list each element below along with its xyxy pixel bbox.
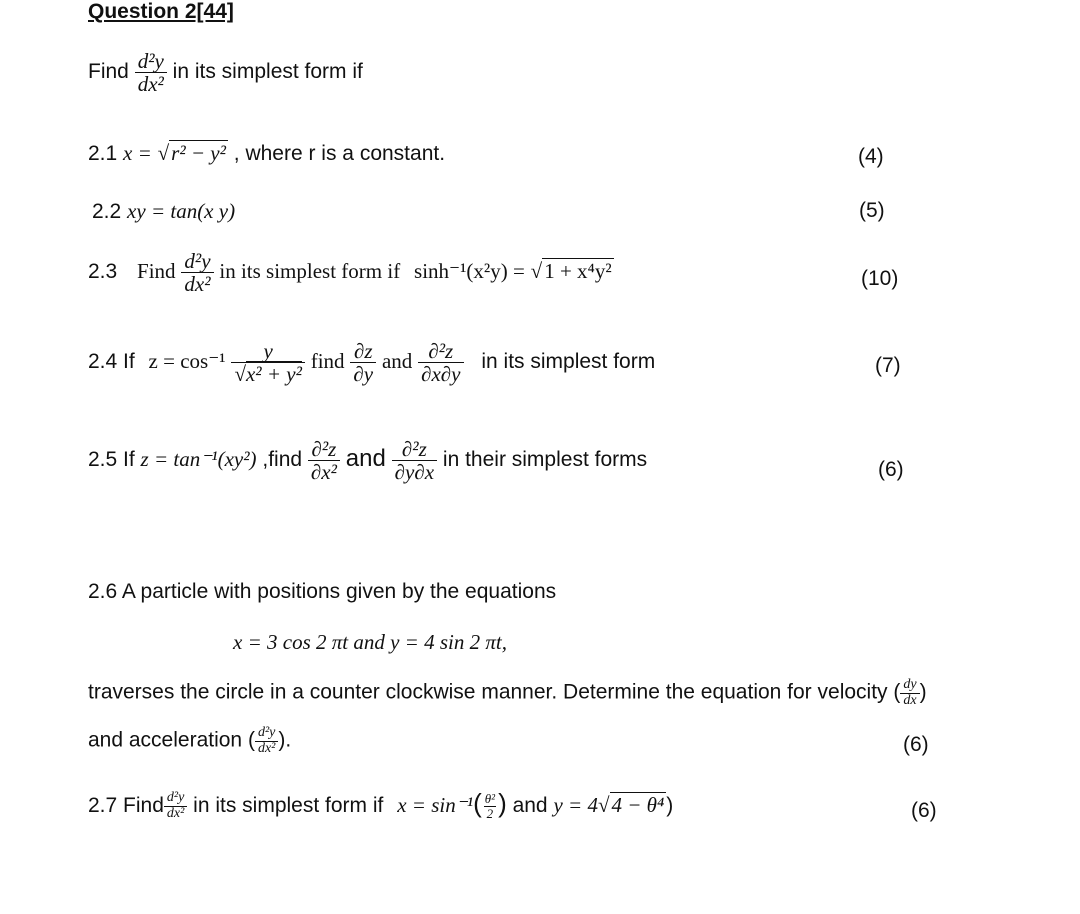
q4-lhs: z = cos⁻¹ (148, 349, 226, 374)
q6-vel-den: dx (900, 693, 919, 709)
q5-find: ,find (262, 448, 303, 472)
question-heading: Question 2[44] (88, 0, 234, 23)
intro-suffix: in its simplest form if (172, 60, 363, 84)
q1-lhs: x = (123, 141, 152, 165)
q4-find: find (310, 349, 345, 374)
q4-d2-num: ∂²z (428, 339, 454, 363)
q7-theta-frac (482, 792, 498, 820)
question-2-1 (88, 140, 445, 166)
q4-d1-num: ∂z (353, 339, 373, 363)
question-2-5 (88, 438, 647, 483)
q4-marks: (7) (875, 354, 901, 377)
q3-label: 2.3 (88, 260, 118, 284)
q1-sqrt: √ r² − y² (157, 141, 226, 165)
intro-line (88, 50, 363, 95)
q7-close: ) (666, 794, 674, 817)
q5-d2-num: ∂²z (401, 437, 427, 461)
q1-suffix: , where r is a constant. (233, 142, 446, 165)
q5-partial-1 (308, 438, 340, 483)
q4-frac-num: y (263, 339, 273, 363)
q6-line2-text: and acceleration ( (88, 728, 255, 752)
q7-marks: (6) (911, 799, 937, 822)
q3-frac-num: d²y (184, 249, 211, 273)
q3-marks: (10) (861, 267, 899, 290)
q4-den-radicand: x² + y² (245, 362, 302, 387)
q4-and: and (381, 349, 413, 374)
q6-velocity-frac (900, 678, 919, 708)
q5-suffix: in their simplest forms (442, 448, 648, 472)
q3-sqrt: √ 1 + x⁴y² (530, 259, 612, 284)
q6-line1 (88, 678, 927, 708)
intro-find: Find (88, 60, 129, 84)
q6-acc-num: d²y (257, 725, 276, 740)
q4-suffix: in its simplest form (481, 350, 656, 374)
intro-frac-num: d²y (137, 49, 164, 73)
q7-frac-num: d²y (166, 790, 185, 806)
q6-acc-den: dx² (255, 741, 278, 757)
q7-theta-num: θ² (484, 791, 496, 807)
question-2-4 (88, 340, 655, 385)
intro-frac-den: dx² (135, 72, 167, 95)
q2-label: 2.2 (92, 200, 122, 223)
q5-label: 2.5 If (88, 448, 135, 472)
q2-marks: (5) (859, 199, 885, 222)
q6-marks: (6) (903, 733, 929, 756)
q7-x-eq: x = sin⁻¹ (397, 793, 474, 817)
q1-radicand: r² − y² (171, 141, 226, 165)
q7-label: 2.7 Find (88, 794, 164, 817)
q1-label: 2.1 (88, 142, 118, 165)
q2-equation: xy = tan(x y) (127, 199, 236, 223)
question-2-7 (88, 788, 673, 822)
q7-y-eq: y = 4 (553, 793, 598, 817)
q3-lhs: sinh⁻¹(x²y) = (414, 259, 525, 284)
q3-mid: in its simplest form if (219, 259, 401, 284)
q1-marks: (4) (858, 145, 884, 168)
intro-fraction (135, 50, 167, 95)
q6-accel-frac (255, 726, 278, 756)
q7-frac-den: dx² (164, 806, 187, 822)
q7-sqrt: √ 4 − θ⁴ (597, 793, 665, 817)
q5-d2-den: ∂y∂x (392, 460, 437, 483)
question-2-2 (92, 199, 235, 224)
q4-fraction (231, 340, 304, 385)
q6-intro: 2.6 A particle with positions given by the equations (88, 580, 557, 603)
q3-frac-den: dx² (181, 272, 213, 295)
q5-lhs: z = tan⁻¹(xy²) (140, 447, 257, 472)
q6-vel-close: ) (919, 680, 927, 704)
q3-fraction (181, 250, 213, 295)
q5-marks: (6) (878, 458, 904, 481)
q4-partial-1 (350, 340, 376, 385)
q4-d2-den: ∂x∂y (418, 362, 463, 385)
q4-d1-den: ∂y (350, 362, 376, 385)
q4-label: 2.4 If (88, 350, 135, 374)
q6-close: ). (278, 728, 292, 752)
q5-partial-2 (392, 438, 437, 483)
q7-radicand: 4 − θ⁴ (611, 793, 665, 817)
question-2-3 (88, 250, 614, 295)
q5-d1-den: ∂x² (308, 460, 340, 483)
q7-paren-close: ) (498, 788, 507, 818)
q6-line1-text: traverses the circle in a counter clockwise manner. Determine the equation for velocity ( (88, 680, 901, 704)
q4-partial-2 (418, 340, 463, 385)
q7-and: and (512, 794, 548, 817)
q7-paren-open: ( (473, 788, 482, 818)
q4-frac-den: √x² + y² (231, 362, 304, 385)
q3-radicand: 1 + x⁴y² (544, 259, 612, 284)
q6-vel-num: dy (903, 677, 917, 692)
q7-mid: in its simplest form if (193, 794, 384, 817)
q7-fraction (164, 791, 187, 821)
q6-equations: x = 3 cos 2 πt and y = 4 sin 2 πt, (233, 630, 507, 654)
q7-theta-den: 2 (484, 806, 497, 821)
q6-line2 (88, 726, 291, 756)
q5-d1-num: ∂²z (311, 437, 337, 461)
q5-and: and (345, 445, 386, 473)
q3-find: Find (137, 259, 176, 284)
